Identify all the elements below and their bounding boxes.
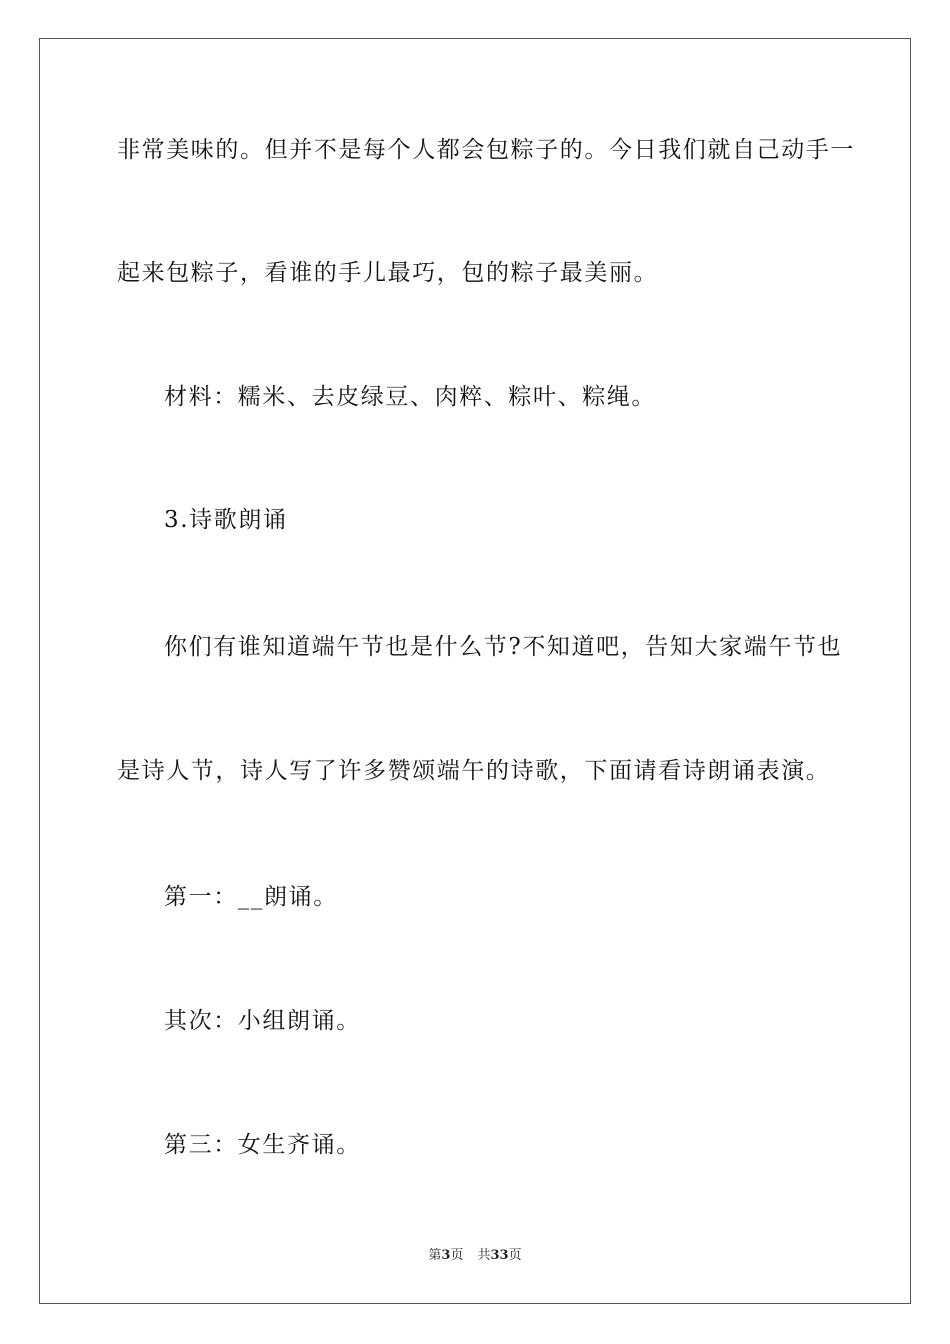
list-item: 其次：小组朗诵。 [164,1008,361,1034]
materials-line: 材料：糯米、去皮绿豆、肉粹、粽叶、粽绳。 [164,384,656,410]
list-item: 第三：女生齐诵。 [164,1132,361,1158]
paragraph-line: 非常美味的。但并不是每个人都会包粽子的。今日我们就自己动手一 [117,137,855,163]
total-pages: 33 [490,1248,509,1263]
page-prefix: 第 [428,1248,442,1263]
page-number: 3 [441,1248,451,1263]
section-heading: 3.诗歌朗诵 [164,507,288,533]
list-item: 第一：__朗诵。 [164,884,338,910]
paragraph-line: 起来包粽子，看谁的手儿最巧，包的粽子最美丽。 [117,260,659,286]
page-frame [39,38,911,1304]
page-suffix: 页 [450,1248,464,1263]
paragraph-line: 你们有谁知道端午节也是什么节?不知道吧，告知大家端午节也 [164,634,843,660]
page-footer [0,1247,950,1265]
total-suffix: 页 [508,1248,522,1263]
paragraph-line: 是诗人节，诗人写了许多赞颂端午的诗歌，下面请看诗朗诵表演。 [117,758,831,784]
total-prefix: 共 [477,1248,491,1263]
